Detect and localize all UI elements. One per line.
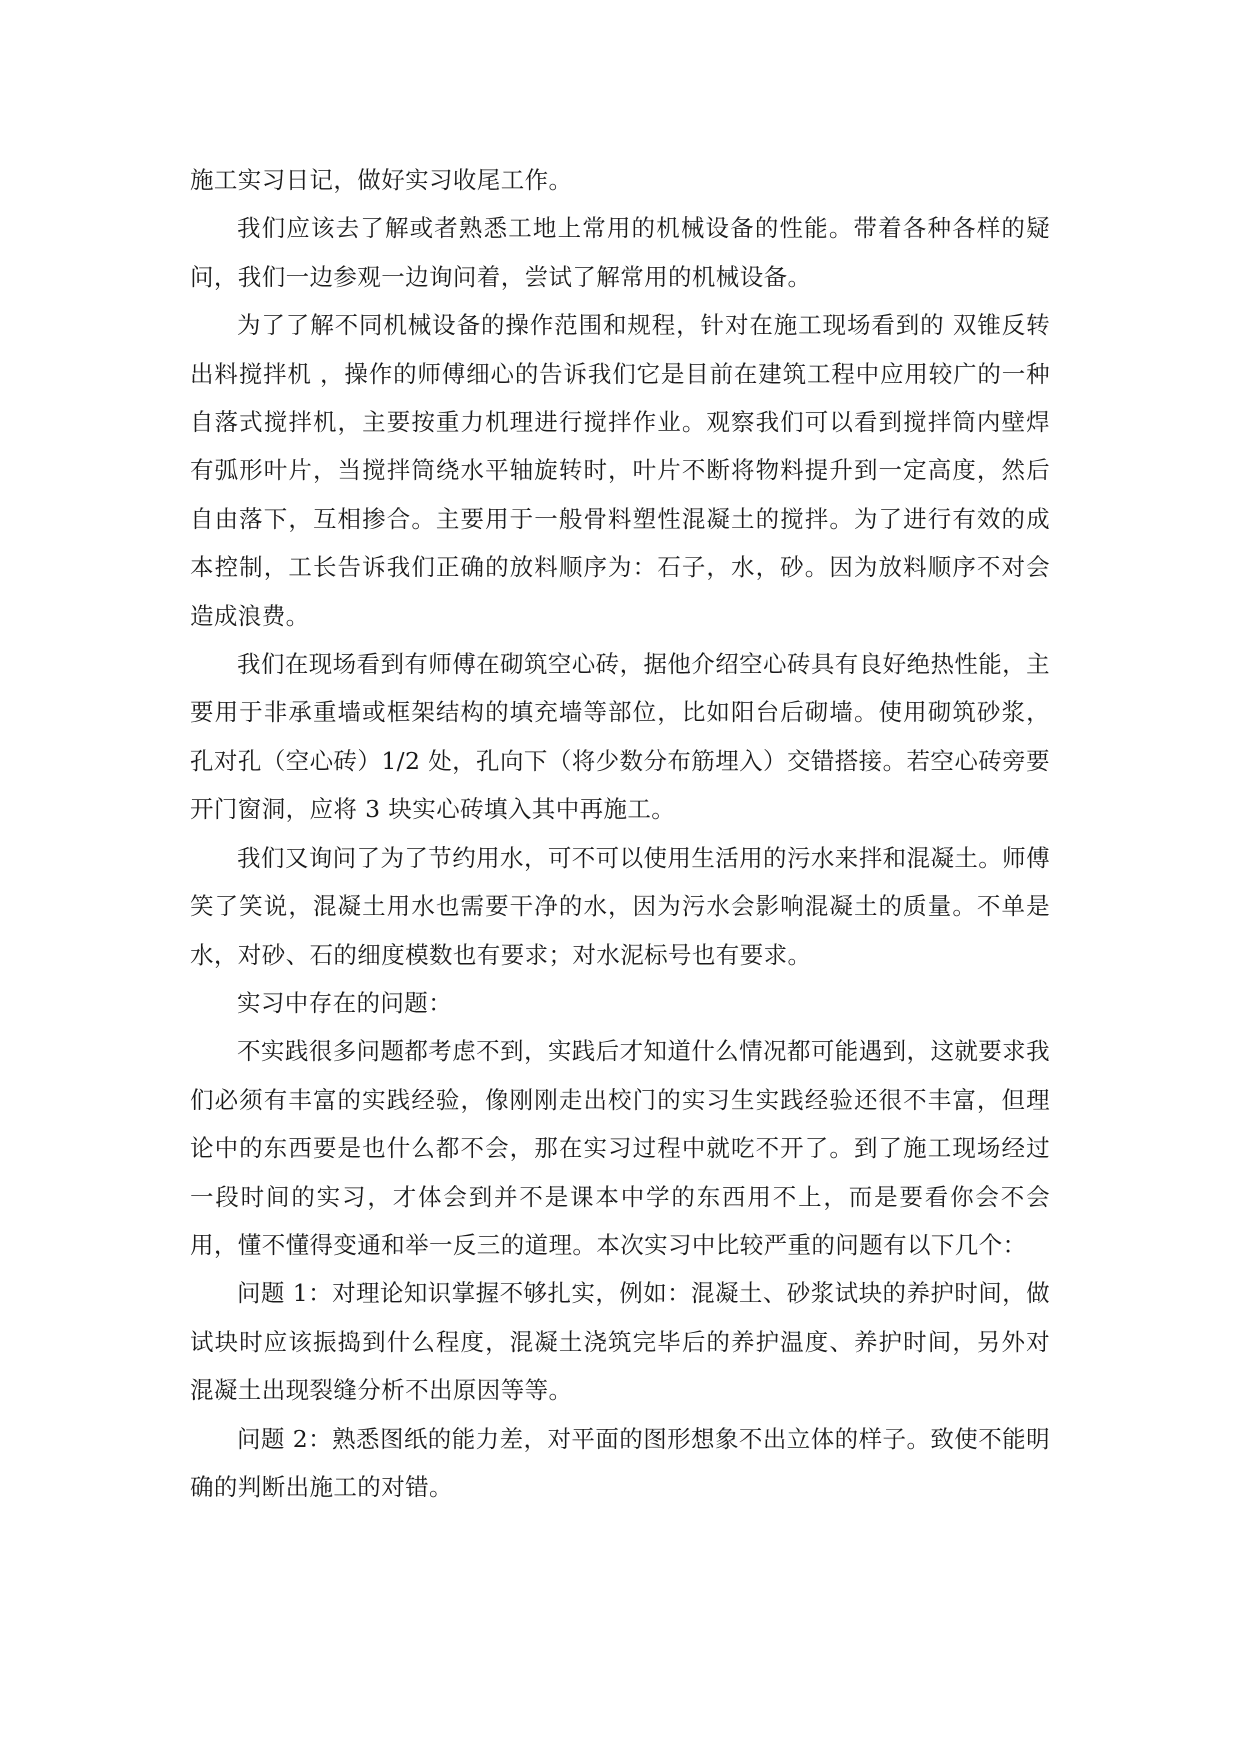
paragraph: 为了了解不同机械设备的操作范围和规程，针对在施工现场看到的 双锥反转出料搅拌机 ，操作的师傅细心的告诉我们它是目前在建筑工程中应用较广的一种自落式搅拌机，主要按重力机理进行搅拌作业。观察我们可以看到搅拌筒内壁焊有弧形叶片，当搅拌筒绕水平轴旋转时，叶片不断将物料提升到一定高度，然后自由落下，互相掺合。主要用于一般骨料塑性混凝土的搅拌。为了进行有效的成本控制，工长告诉我们正确的放料顺序为：石子，水，砂。因为放料顺序不对会造成浪费。 (190, 311, 1050, 630)
paragraph: 我们应该去了解或者熟悉工地上常用的机械设备的性能。带着各种各样的疑问，我们一边参观一边询问着，尝试了解常用的机械设备。 (190, 214, 1050, 291)
paragraph: 不实践很多问题都考虑不到，实践后才知道什么情况都可能遇到，这就要求我们必须有丰富的实践经验，像刚刚走出校门的实习生实践经验还很不丰富，但理论中的东西要是也什么都不会，那在实习过程中就吃不开了。到了施工现场经过一段时间的实习，才体会到并不是课本中学的东西用不上，而是要看你会不会用，懂不懂得变通和举一反三的道理。本次实习中比较严重的问题有以下几个： (190, 1037, 1050, 1259)
paragraph: 我们在现场看到有师傅在砌筑空心砖，据他介绍空心砖具有良好绝热性能，主要用于非承重墙或框架结构的填充墙等部位，比如阳台后砌墙。使用砌筑砂浆，孔对孔（空心砖）1/2 处，孔向下（将少数分布筋埋入）交错搭接。若空心砖旁要开门窗洞，应将 3 块实心砖填入其中再施工。 (190, 650, 1050, 824)
document-body (190, 156, 1050, 1511)
paragraph: 问题 2：熟悉图纸的能力差，对平面的图形想象不出立体的样子。致使不能明确的判断出施工的对错。 (190, 1424, 1050, 1501)
paragraph: 我们又询问了为了节约用水，可不可以使用生活用的污水来拌和混凝土。师傅笑了笑说，混凝土用水也需要干净的水，因为污水会影响混凝土的质量。不单是水，对砂、石的细度模数也有要求；对水泥标号也有要求。 (190, 843, 1050, 969)
section-heading: 实习中存在的问题： (237, 988, 453, 1017)
paragraph: 施工实习日记，做好实习收尾工作。 (190, 166, 573, 194)
paragraph: 问题 1：对理论知识掌握不够扎实，例如：混凝土、砂浆试块的养护时间，做试块时应该振捣到什么程度，混凝土浇筑完毕后的养护温度、养护时间，另外对混凝土出现裂缝分析不出原因等等。 (190, 1279, 1050, 1405)
